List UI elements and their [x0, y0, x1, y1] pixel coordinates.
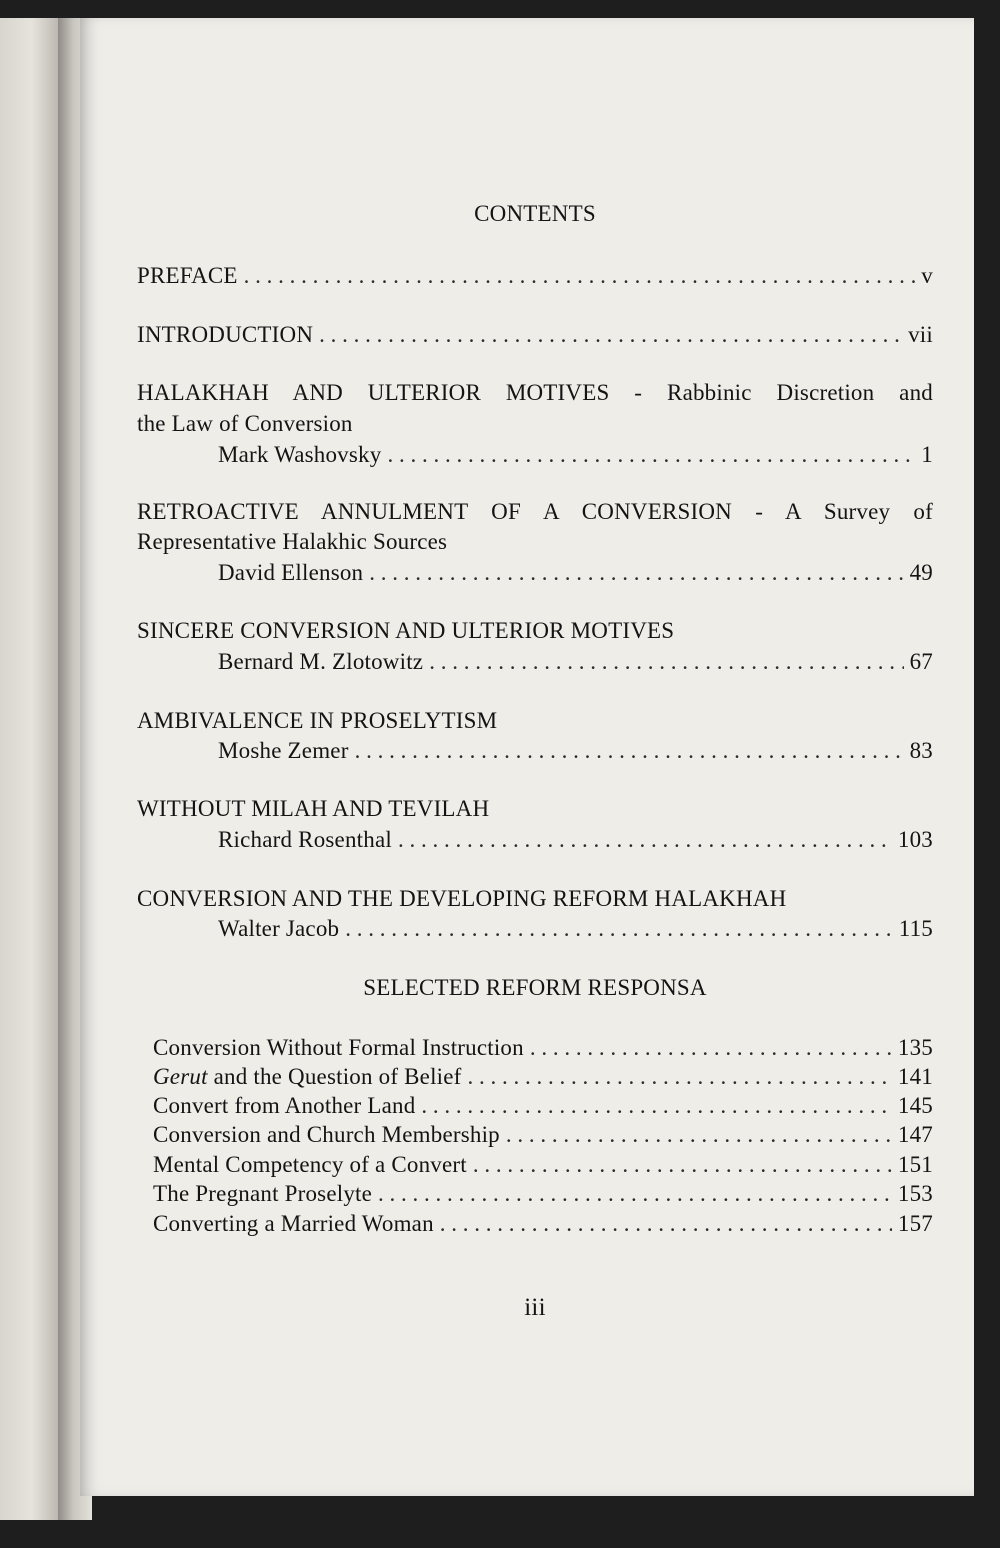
toc-page-number: 141: [897, 1064, 933, 1089]
essay-author: Walter Jacob: [218, 916, 340, 941]
essay-title: WITHOUT MILAH AND TEVILAH: [137, 796, 490, 821]
toc-entry-responsum[interactable]: [153, 1093, 933, 1119]
page-number-folio: iii: [524, 1294, 546, 1321]
dot-leader: [440, 1211, 892, 1237]
toc-entry-essay[interactable]: [218, 442, 933, 468]
essay-title-continued: Representative Halakhic Sources: [137, 529, 448, 554]
essay-author: Mark Washovsky: [218, 442, 382, 467]
toc-entry-essay[interactable]: [218, 916, 933, 942]
toc-page-number: 1: [921, 442, 933, 467]
toc-page-number: 147: [897, 1122, 933, 1147]
toc-entry-essay[interactable]: [218, 827, 933, 853]
dot-leader: [468, 1064, 892, 1090]
toc-page-number: 135: [897, 1035, 933, 1060]
dot-leader: [530, 1035, 892, 1061]
toc-page-number: 83: [909, 738, 933, 763]
toc-page-number: 49: [909, 560, 933, 585]
dot-leader: [473, 1152, 892, 1178]
toc-entry-label: Conversion Without Formal Instruction: [153, 1035, 524, 1060]
essay-author: Bernard M. Zlotowitz: [218, 649, 424, 674]
toc-entry-responsum[interactable]: [153, 1064, 933, 1090]
dot-leader: [387, 442, 915, 468]
toc-page-number: 153: [897, 1181, 933, 1206]
toc-entry-responsum[interactable]: [153, 1152, 933, 1178]
contents-page: [80, 18, 974, 1496]
dot-leader: [369, 560, 903, 586]
toc-page-number: 157: [897, 1211, 933, 1236]
toc-entry-label: INTRODUCTION: [137, 322, 314, 347]
toc-entry-label: PREFACE: [137, 263, 238, 288]
dot-leader: [429, 649, 903, 675]
essay-title: CONVERSION AND THE DEVELOPING REFORM HALAKHAH: [137, 886, 787, 911]
dot-leader: [319, 322, 902, 348]
toc-entry-label: Conversion and Church Membership: [153, 1122, 500, 1147]
toc-page-number: 103: [897, 827, 933, 852]
essay-title: RETROACTIVE ANNULMENT OF A CONVERSION - A Survey of: [137, 499, 933, 524]
toc-entry-label: Converting a Married Woman: [153, 1211, 434, 1236]
toc-entry-responsum[interactable]: [153, 1035, 933, 1061]
dot-leader: [421, 1093, 891, 1119]
toc-entry-essay[interactable]: [218, 560, 933, 586]
toc-entry-label: Mental Competency of a Convert: [153, 1152, 467, 1177]
essay-title: HALAKHAH AND ULTERIOR MOTIVES - Rabbinic Discretion and: [137, 380, 933, 405]
toc-page-number: 115: [898, 916, 933, 941]
toc-entry-label: Gerut and the Question of Belief: [153, 1064, 462, 1089]
toc-entry-responsum[interactable]: [153, 1181, 933, 1207]
toc-page-number: v: [921, 263, 933, 288]
essay-author: Richard Rosenthal: [218, 827, 392, 852]
toc-page-number: 145: [897, 1093, 933, 1118]
toc-page-number: vii: [908, 322, 933, 347]
toc-entry-label: Convert from Another Land: [153, 1093, 416, 1118]
facing-page-edge: [0, 18, 58, 1520]
responsa-heading: SELECTED REFORM RESPONSA: [363, 975, 707, 1000]
toc-entry-responsum[interactable]: [153, 1122, 933, 1148]
toc-entry-essay[interactable]: [218, 738, 933, 764]
essay-author: Moshe Zemer: [218, 738, 349, 763]
toc-entry-essay[interactable]: [218, 649, 933, 675]
dot-leader: [355, 738, 904, 764]
dot-leader: [244, 263, 916, 289]
contents-heading: CONTENTS: [474, 201, 596, 226]
toc-page-number: 67: [909, 649, 933, 674]
toc-entry-label: The Pregnant Proselyte: [153, 1181, 373, 1206]
dot-leader: [398, 827, 892, 853]
dot-leader: [345, 916, 893, 942]
dot-leader: [378, 1181, 892, 1207]
essay-title: AMBIVALENCE IN PROSELYTISM: [137, 708, 498, 733]
dot-leader: [506, 1122, 892, 1148]
essay-author: David Ellenson: [218, 560, 364, 585]
toc-page-number: 151: [897, 1152, 933, 1177]
toc-entry-introduction[interactable]: [137, 322, 933, 348]
essay-title: SINCERE CONVERSION AND ULTERIOR MOTIVES: [137, 618, 675, 643]
essay-title-continued: the Law of Conversion: [137, 411, 353, 436]
toc-entry-preface[interactable]: [137, 263, 933, 289]
italic-term: Gerut: [153, 1064, 208, 1089]
toc-entry-responsum[interactable]: [153, 1211, 933, 1237]
